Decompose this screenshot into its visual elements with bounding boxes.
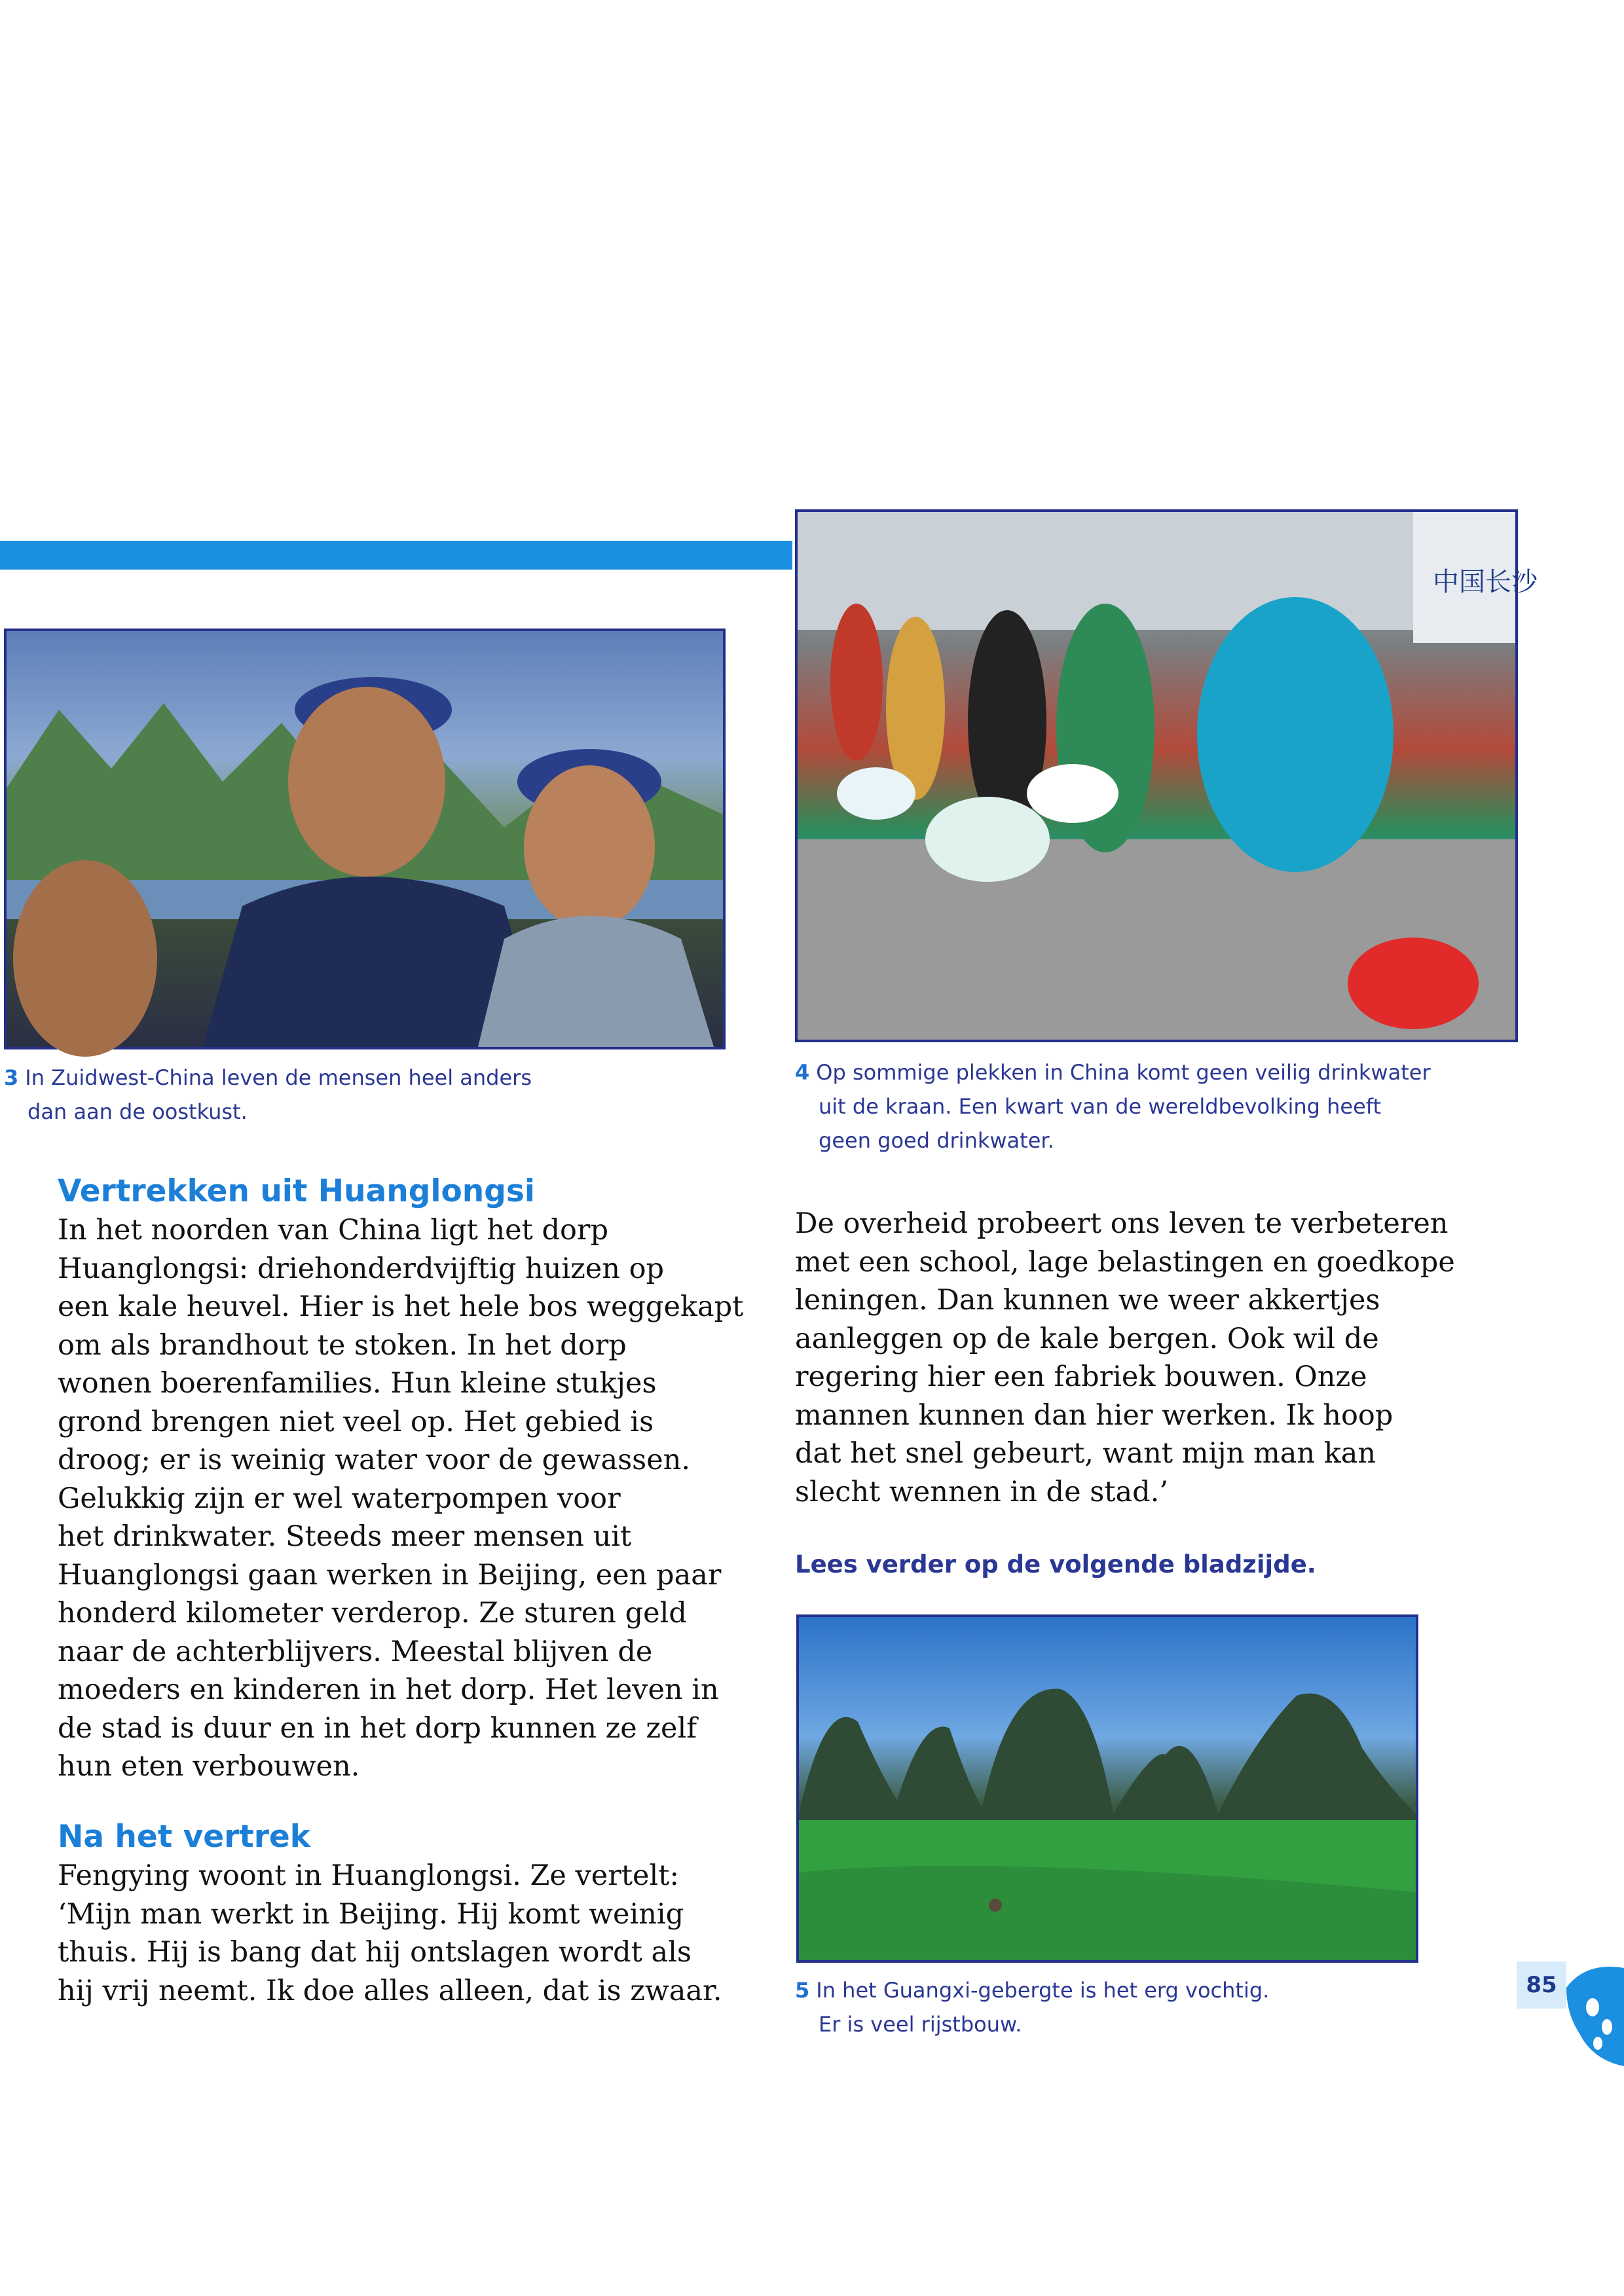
caption-photo-5: [795, 1973, 1489, 2041]
body-line: honderd kilometer verderop. Ze sturen geld: [58, 1597, 687, 1630]
section-overheid: [795, 1205, 1581, 1511]
body-line: slecht wennen in de stad.’: [795, 1475, 1169, 1508]
photo-guangxi-mountains: [796, 1614, 1418, 1963]
body-line: Fengying woont in Huanglongsi. Ze vertelt:: [58, 1859, 680, 1892]
sign-text: 中国长沙: [1433, 567, 1538, 597]
body-line: grond brengen niet veel op. Het gebied is: [58, 1405, 654, 1438]
continue-note: [795, 1550, 1515, 1578]
body-line: Huanglongsi gaan werken in Beijing, een paar: [58, 1558, 722, 1592]
caption-line: In het Guangxi-gebergte is het erg vochtig.: [816, 1978, 1270, 2003]
caption-line: dan aan de oostkust.: [28, 1099, 248, 1124]
body-line: regering hier een fabriek bouwen. Onze: [795, 1360, 1367, 1393]
section-na-het-vertrek: [58, 1817, 765, 2010]
body-line: het drinkwater. Steeds meer mensen uit: [58, 1520, 632, 1553]
body-line: ‘Mijn man werkt in Beijing. Hij komt weinig: [58, 1897, 684, 1931]
page-number: 85: [1517, 1961, 1566, 2009]
body-line: Gelukkig zijn er wel waterpompen voor: [58, 1482, 621, 1515]
photo-water-queue: [795, 509, 1538, 1042]
body-line: hun eten verbouwen.: [58, 1750, 360, 1783]
body-line: wonen boerenfamilies. Hun kleine stukjes: [58, 1367, 657, 1400]
photo-two-men-illustration: [7, 631, 723, 1047]
body-line: thuis. Hij is bang dat hij ontslagen wordt als: [58, 1936, 692, 1969]
body-line: Huanglongsi: driehonderdvijftig huizen op: [58, 1252, 665, 1285]
body-line: droog; er is weinig water voor de gewassen.: [58, 1444, 691, 1476]
caption-photo-4: [795, 1055, 1548, 1157]
section-heading: Na het vertrek: [58, 1819, 311, 1855]
body-line: hij vrij neemt. Ik doe alles alleen, dat is zwaar.: [58, 1974, 722, 2007]
section-vertrekken: [58, 1172, 765, 1786]
footprint-decoration-icon: [1566, 1961, 1624, 2066]
body-line: In het noorden van China ligt het dorp: [58, 1214, 608, 1247]
body-line: de stad is duur en in het dorp kunnen ze zelf: [58, 1711, 697, 1745]
body-line: om als brandhout te stoken. In het dorp: [58, 1328, 627, 1362]
body-line: moeders en kinderen in het dorp. Het leven in: [58, 1673, 719, 1706]
blue-header-rule: [0, 541, 792, 570]
photo-two-smiling-men: [4, 629, 726, 1049]
caption-line: Op sommige plekken in China komt geen veilig drinkwater: [816, 1060, 1431, 1085]
body-line: dat het snel gebeurt, want mijn man kan: [795, 1437, 1376, 1470]
caption-line: In Zuidwest-China leven de mensen heel anders: [25, 1065, 532, 1090]
section-heading: Vertrekken uit Huanglongsi: [58, 1173, 535, 1209]
caption-line: Er is veel rijstbouw.: [819, 2012, 1022, 2037]
body-line: naar de achterblijvers. Meestal blijven de: [58, 1635, 653, 1668]
caption-number: 5: [795, 1978, 810, 2003]
body-line: een kale heuvel. Hier is het hele bos weggekapt: [58, 1290, 744, 1323]
photo-water-queue-illustration: [798, 512, 1538, 1040]
caption-number: 3: [4, 1065, 19, 1090]
body-line: met een school, lage belastingen en goedkope: [795, 1245, 1455, 1279]
section-body: [58, 1857, 765, 2010]
section-body: [58, 1211, 765, 1786]
body-line: De overheid probeert ons leven te verbeteren: [795, 1207, 1449, 1240]
section-body: [795, 1205, 1581, 1511]
body-line: aanleggen op de kale bergen. Ook wil de: [795, 1322, 1379, 1355]
caption-number: 4: [795, 1060, 810, 1085]
caption-line: geen goed drinkwater.: [819, 1128, 1054, 1153]
caption-line: uit de kraan. Een kwart van de wereldbevolking heeft: [819, 1094, 1382, 1119]
continue-note-text: Lees verder op de volgende bladzijde.: [795, 1550, 1316, 1578]
body-line: mannen kunnen dan hier werken. Ik hoop: [795, 1398, 1393, 1432]
caption-photo-3: [4, 1061, 724, 1129]
body-line: leningen. Dan kunnen we weer akkertjes: [795, 1284, 1380, 1317]
photo-guangxi-illustration: [799, 1617, 1416, 1960]
